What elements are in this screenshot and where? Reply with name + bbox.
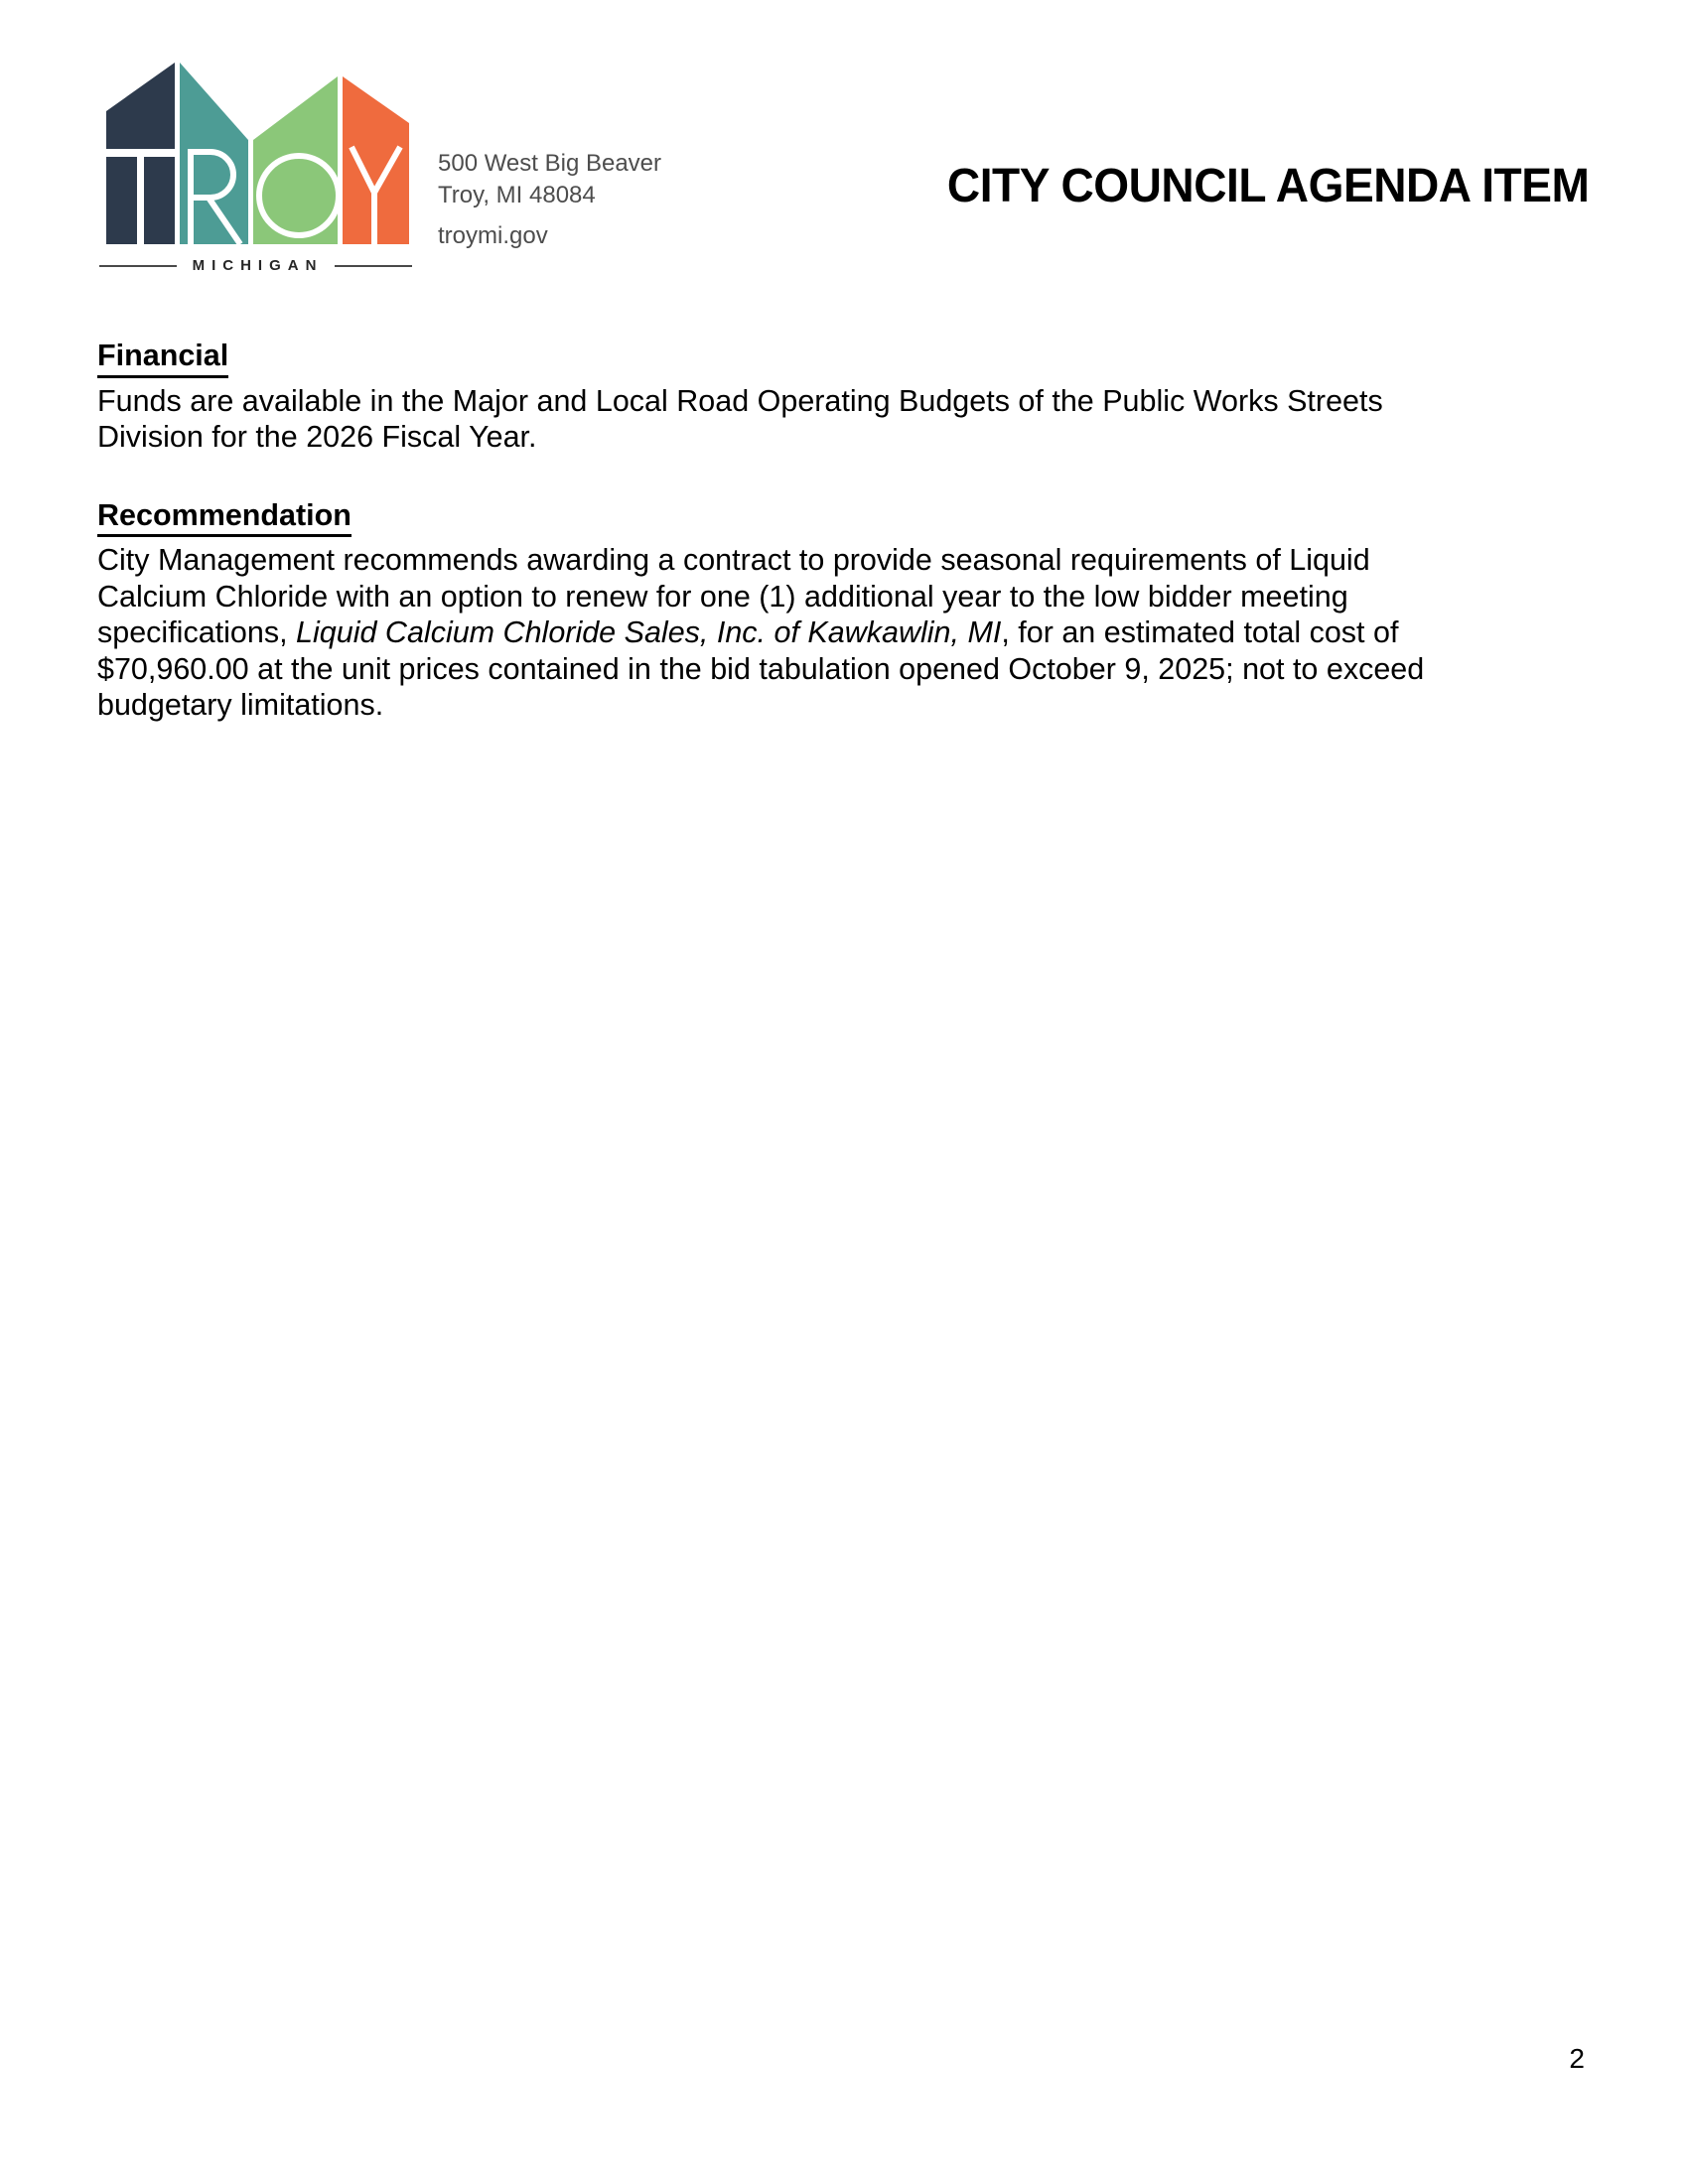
body-text: specifications, [97,615,297,649]
logo-michigan-label: MICHIGAN [192,257,324,274]
logo-navy-roof [106,63,175,149]
body-text-italic: Liquid Calcium Chloride Sales, Inc. of Kawkawlin, MI [296,615,1002,649]
section-heading: Financial [97,338,1557,378]
logo-left-rule [99,265,177,267]
body-text: City Management recommends awarding a contract to provide seasonal requirements of Liquid [97,543,1370,577]
document-title: CITY COUNCIL AGENDA ITEM [946,160,1589,212]
troy-city-logo [99,60,412,274]
contact-block [438,148,661,252]
section-heading: Recommendation [97,497,1557,538]
body-text: budgetary limitations. [97,688,384,722]
logo-michigan-row [99,257,412,274]
body-line [97,579,1557,615]
body-line [97,651,1557,688]
body-text: Division for the 2026 Fiscal Year. [97,420,537,454]
troy-logo-graphic [99,60,412,250]
body-text: Calcium Chloride with an option to renew for one (1) additional year to the low bidder meeting [97,579,1348,614]
body-text: , for an estimated total cost of [1001,615,1399,649]
document-body [97,338,1557,724]
contact-website: troymi.gov [438,222,548,249]
logo-letters [99,250,100,251]
contact-address-line1: 500 West Big Beaver [438,150,662,177]
logo-navy-stem-column [144,157,175,244]
body-line [97,614,1557,651]
contact-address-line2: Troy, MI 48084 [438,182,596,208]
logo-navy-left-column [106,157,137,244]
body-text: Funds are available in the Major and Local Road Operating Budgets of the Public Works Streets [97,383,1383,418]
body-line [97,419,1557,456]
body-line [97,383,1557,420]
body-line [97,542,1557,579]
body-text: $70,960.00 at the unit prices contained in the bid tabulation opened October 9, 2025; not to exceed [97,651,1425,686]
page-number: 2 [1569,2043,1585,2074]
body-line [97,687,1557,724]
logo-right-rule [335,265,412,267]
section-gap [97,456,1557,497]
